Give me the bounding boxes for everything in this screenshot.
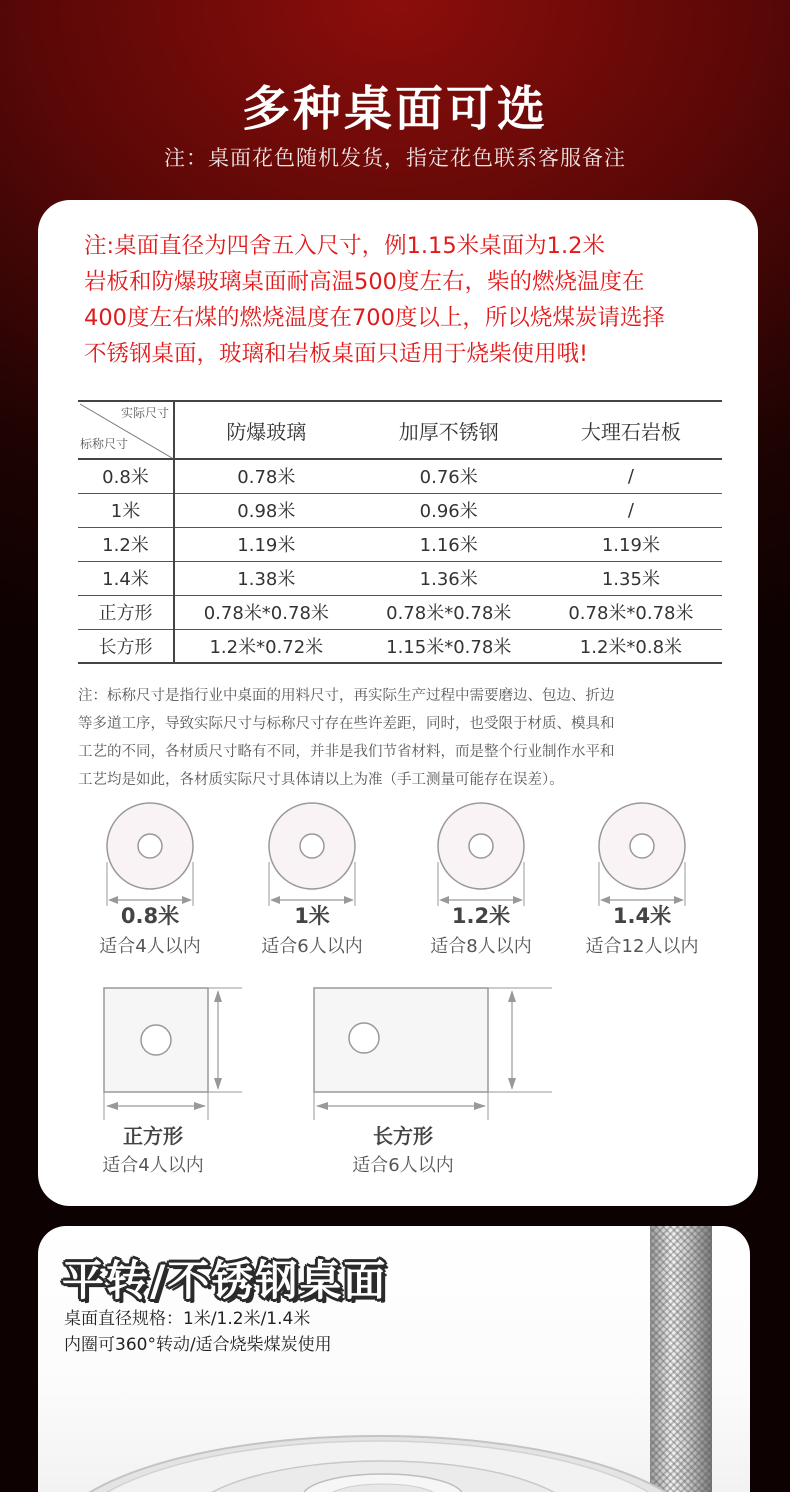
table-cell: / bbox=[540, 493, 722, 527]
square-shape-label: 正方形 bbox=[123, 1124, 183, 1148]
rectangle-shape-label: 长方形 bbox=[373, 1124, 433, 1148]
table-cell: 0.78米*0.78米 bbox=[358, 595, 540, 629]
table-cell: 0.76米 bbox=[358, 459, 540, 493]
round-seats-label: 适合8人以内 bbox=[430, 936, 532, 957]
round-size-item bbox=[252, 802, 372, 958]
round-seats-label: 适合12人以内 bbox=[585, 936, 699, 957]
red-notice-line: 注:桌面直径为四舍五入尺寸，例1.15米桌面为1.2米 bbox=[84, 233, 605, 259]
round-size-label: 1米 bbox=[294, 904, 330, 928]
rectangle-label-group bbox=[328, 1120, 478, 1177]
round-size-item bbox=[90, 802, 210, 958]
square-label-group bbox=[78, 1120, 228, 1177]
red-notice-line: 400度左右煤的燃烧温度在700度以上，所以烧煤炭请选择 bbox=[84, 305, 665, 331]
table-top-image bbox=[38, 1376, 750, 1492]
table-cell: / bbox=[540, 459, 722, 493]
table-row bbox=[78, 527, 722, 561]
size-table bbox=[78, 400, 722, 664]
round-table-diagram bbox=[592, 802, 692, 906]
gray-note-line: 注：标称尺寸是指行业中桌面的用料尺寸，再实际生产过程中需要磨边、包边、折边 bbox=[78, 688, 615, 704]
table-row bbox=[78, 459, 722, 493]
round-size-label: 1.2米 bbox=[451, 904, 511, 928]
banner-feature-line: 内圈可360°转动/适合烧柴煤炭使用 bbox=[64, 1335, 332, 1355]
corner-actual-label: 实际尺寸 bbox=[120, 406, 169, 420]
row-label: 1米 bbox=[78, 493, 174, 527]
gray-note-line: 工艺的不同，各材质尺寸略有不同，并非是我们节省材料，而是整个行业制作水平和 bbox=[78, 744, 615, 760]
round-size-label: 1.4米 bbox=[612, 904, 672, 928]
square-seats-label: 适合4人以内 bbox=[102, 1155, 204, 1176]
table-cell: 1.15米*0.78米 bbox=[358, 629, 540, 663]
round-seats-label: 适合6人以内 bbox=[261, 936, 363, 957]
table-row bbox=[78, 493, 722, 527]
row-label: 1.2米 bbox=[78, 527, 174, 561]
red-notice-line: 不锈钢桌面，玻璃和岩板桌面只适用于烧柴使用哦! bbox=[84, 341, 589, 367]
page-title: 多种桌面可选 bbox=[241, 81, 548, 137]
table-cell: 1.2米*0.72米 bbox=[174, 629, 358, 663]
square-table-diagram bbox=[98, 984, 248, 1124]
column-header: 加厚不锈钢 bbox=[358, 401, 540, 459]
table-cell: 1.36米 bbox=[358, 561, 540, 595]
table-cell: 0.78米 bbox=[174, 459, 358, 493]
column-header: 大理石岩板 bbox=[540, 401, 722, 459]
table-row bbox=[78, 595, 722, 629]
gray-note bbox=[78, 682, 728, 794]
banner-title: 平转/不锈钢桌面 bbox=[62, 1256, 388, 1305]
table-cell: 1.19米 bbox=[540, 527, 722, 561]
row-label: 长方形 bbox=[78, 629, 174, 663]
table-cell: 0.78米*0.78米 bbox=[174, 595, 358, 629]
table-cell: 0.78米*0.78米 bbox=[540, 595, 722, 629]
column-header: 防爆玻璃 bbox=[174, 401, 358, 459]
rectangle-seats-label: 适合6人以内 bbox=[352, 1155, 454, 1176]
round-seats-label: 适合4人以内 bbox=[99, 936, 201, 957]
row-label: 0.8米 bbox=[78, 459, 174, 493]
corner-nominal-label: 标称尺寸 bbox=[80, 437, 129, 451]
table-cell: 0.96米 bbox=[358, 493, 540, 527]
round-table-diagram bbox=[262, 802, 362, 906]
gray-note-line: 等多道工序，导致实际尺寸与标称尺寸存在些许差距，同时，也受限于材质、模具和 bbox=[78, 716, 615, 732]
round-size-item bbox=[421, 802, 541, 958]
table-corner-cell bbox=[78, 401, 174, 459]
row-label: 正方形 bbox=[78, 595, 174, 629]
round-size-label: 0.8米 bbox=[120, 904, 180, 928]
table-cell: 1.38米 bbox=[174, 561, 358, 595]
table-cell: 1.2米*0.8米 bbox=[540, 629, 722, 663]
gray-note-line: 工艺均是如此，各材质实际尺寸具体请以上为准（手工测量可能存在误差）。 bbox=[78, 772, 564, 788]
page-subtitle: 注：桌面花色随机发货，指定花色联系客服备注 bbox=[164, 146, 626, 170]
table-cell: 1.35米 bbox=[540, 561, 722, 595]
table-cell: 1.16米 bbox=[358, 527, 540, 561]
table-cell: 0.98米 bbox=[174, 493, 358, 527]
round-size-item bbox=[582, 802, 702, 958]
size-info-card bbox=[38, 200, 758, 1206]
table-cell: 1.19米 bbox=[174, 527, 358, 561]
round-table-diagram bbox=[431, 802, 531, 906]
product-banner-card bbox=[38, 1226, 750, 1492]
table-row bbox=[78, 561, 722, 595]
red-notice bbox=[84, 228, 734, 372]
table-row bbox=[78, 629, 722, 663]
table-header-row bbox=[78, 401, 722, 459]
rectangle-table-diagram bbox=[308, 984, 558, 1124]
red-notice-line: 岩板和防爆玻璃桌面耐高温500度左右，柴的燃烧温度在 bbox=[84, 269, 645, 295]
round-table-diagram bbox=[100, 802, 200, 906]
banner-spec-line: 桌面直径规格：1米/1.2米/1.4米 bbox=[64, 1309, 311, 1329]
row-label: 1.4米 bbox=[78, 561, 174, 595]
